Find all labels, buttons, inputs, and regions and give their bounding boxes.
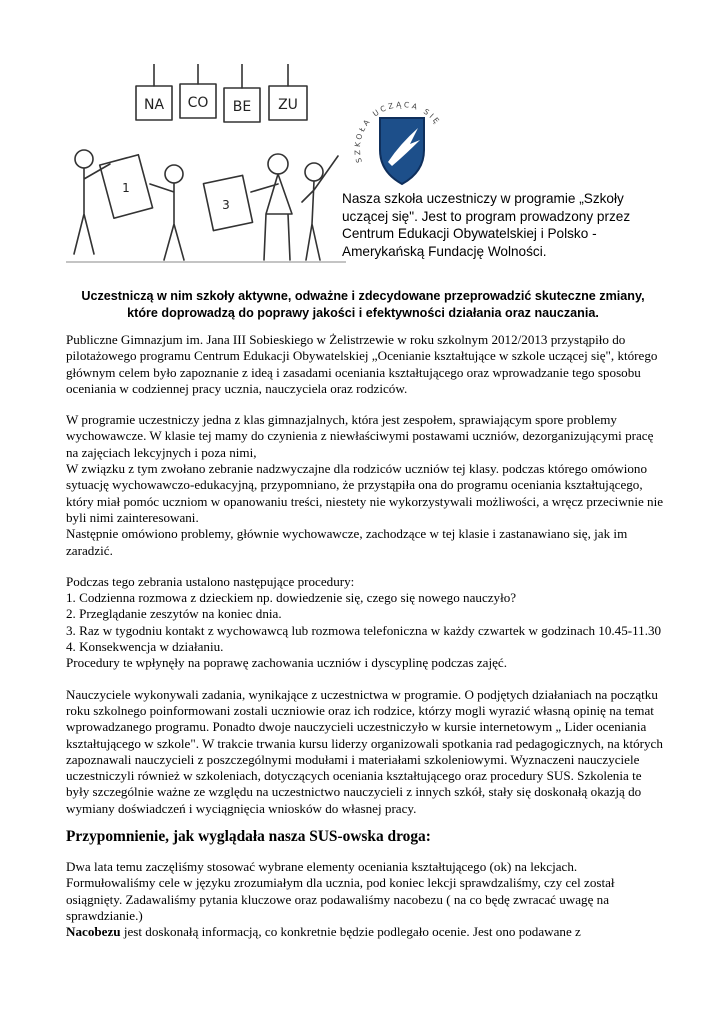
card-label: CO [187,95,209,111]
procedure-item: 1. Codzienna rozmowa z dzieckiem np. dowiedzenie się, czego się nowego nauczyło? [66,590,517,606]
logo-ring-text: SZKOŁA UCZĄCA SIĘ [352,100,443,164]
card-label: ZU [278,97,298,113]
paragraph: W związku z tym zwołano zebranie nadzwyczajne dla rodziców uczniów tej klasy. podczas którego omówiono sytuację wychowawczo-edukacyjną, przypomniano, że przystąpiła ona do programu oceniania kształtującego, który miał pomóc uczniom w opanowaniu treści, niestety nie wykorzystywali możliwości, a wręcz przeciwnie nie byli nimi zainteresowani. [66,461,664,525]
paragraph [66,924,664,940]
paragraph: Procedury te wpłynęły na poprawę zachowania uczniów i dyscyplinę podczas zajęć. [66,655,508,671]
card-label: BE [232,99,252,115]
card-label: NA [143,97,165,113]
section-heading: Przypomnienie, jak wyglądała nasza SUS-owska droga: [66,828,431,846]
document-body [66,332,664,941]
board-number: 1 [122,181,130,195]
paragraph: Publiczne Gimnazjum im. Jana III Sobieskiego w Żelistrzewie w roku szkolnym 2012/2013 przystąpiło do pilotażowego programu Centrum Edukacji Obywatelskiej „Ocenianie kształtujące w szkole uczącej się", którego głównym celem było zapoznanie z ideą i zasadami oceniania kształtującego oraz wprowadzanie tego sposobu oceniania w codziennej pracy ucznia, nauczyciela oraz rodziców. [66,332,658,396]
procedure-item: 3. Raz w tygodniu kontakt z wychowawcą lub rozmowa telefoniczna w każdy czwartek w godzinach 10.45-11.30 [66,622,662,638]
paragraph: Dwa lata temu zaczęliśmy stosować wybrane elementy oceniania kształtującego (ok) na lekcjach. [66,859,578,875]
paragraph-text: jest doskonałą informacją, co konkretnie będzie podlegało ocenie. Jest ono podawane z [120,924,581,940]
procedure-item: 4. Konsekwencja w działaniu. [66,639,224,655]
school-logo [348,88,456,188]
paragraph: Formułowaliśmy cele w języku zrozumiałym dla ucznia, pod koniec lekcji sprawdzaliśmy, czy cel został osiągnięty. Zadawaliśmy pytania kluczowe oraz podawaliśmy nacobezu ( na co będę zwracać uwagę na sprawdzianie.) [66,875,615,923]
procedure-item: 2. Przeglądanie zeszytów na koniec dnia. [66,606,282,622]
program-intro: Nasza szkoła uczestniczy w programie „Szkoły uczącej się". Jest to program prowadzony przez Centrum Edukacji Obywatelskiej i Polsko - Amerykańską Fundację Wolności. [342,191,631,259]
paragraph: Podczas tego zebrania ustalono następujące procedury: [66,573,355,589]
board-number: 3 [222,198,230,212]
nacobezu-term: Nacobezu [66,924,121,940]
paragraph: Nauczyciele wykonywali zadania, wynikające z uczestnictwa w programie. O podjętych działaniach na początku roku szkolnego poinformowani zostali uczniowie oraz ich rodzice, którzy mogli wyrazić własną opinię na temat wprowadzanego programu. Ponadto dwoje nauczycieli uczestniczyło w kursie internetowym „ Lider oceniania kształtującego w szkole". W trakcie trwania kursu liderzy organizowali spotkania rad pedagogicznych, na których zapoznawali nauczycieli z poszczególnymi modułami i materiałami szkoleniowymi. Wyznaczeni nauczyciele uczestniczyli również w szkoleniach, dotyczących oceniania kształtującego oraz procedury SUS. Szkolenia te były szczególnie ważne ze względu na uczestnictwo nauczycieli z innych szkół, stały się doskonałą okazją do wymiany doświadczeń i wyciągnięcia wniosków do własnej pracy. [66,686,663,816]
classroom-illustration [66,64,346,264]
paragraph: Następnie omówiono problemy, głównie wychowawcze, zachodzące w tej klasie i zastanawiano się, jak im zaradzić. [66,526,628,558]
paragraph: W programie uczestniczy jedna z klas gimnazjalnych, która jest zespołem, sprawiającym spore problemy wychowawcze. W klasie tej mamy do czynienia z niewłaściwymi postawami uczniów, dezorganizującymi pracę na zajęciach lekcyjnych i poza nimi, [66,412,654,460]
lead-statement: Uczestniczą w nim szkoły aktywne, odważne i zdecydowane przeprowadzić skuteczne zmiany, które doprowadzą do poprawy jakości i efektywności działania oraz nauczania. [81,289,645,320]
